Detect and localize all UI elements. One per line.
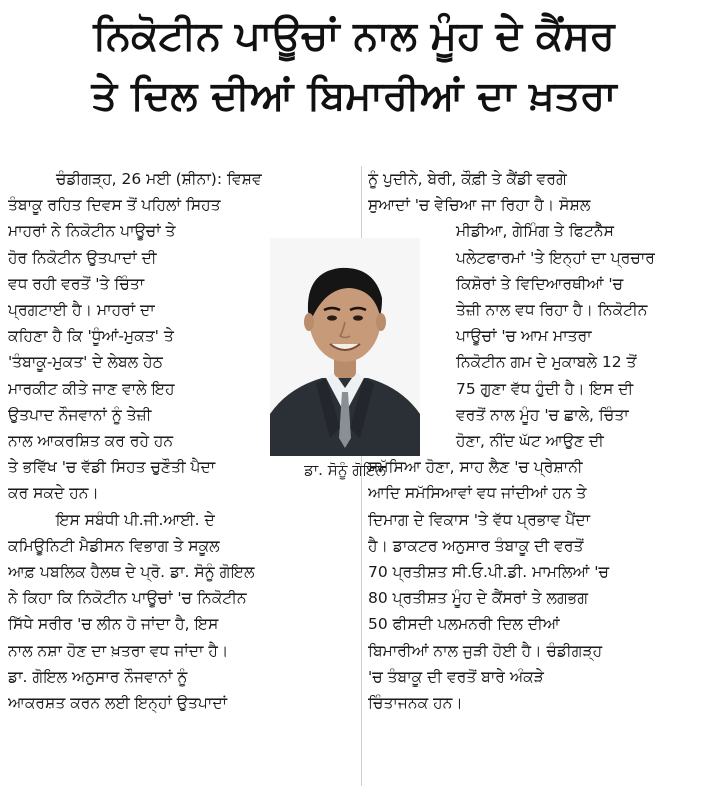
headline-line-2: ਤੇ ਦਿਲ ਦੀਆਂ ਬਿਮਾਰੀਆਂ ਦਾ ਖ਼ਤਰਾ [91, 73, 617, 119]
paragraph-line: ਆਦਿ ਸਮੱਸਿਆਵਾਂ ਵਧ ਜਾਂਦੀਆਂ ਹਨ ਤੇ [368, 484, 587, 503]
paragraph-line: ਪ੍ਰਗਟਾਈ ਹੈ। ਮਾਹਰਾਂ ਦਾ [8, 301, 155, 320]
portrait-photo [270, 238, 420, 456]
headline-line-1: ਨਿਕੋਟੀਨ ਪਾਊਚਾਂ ਨਾਲ ਮੂੰਹ ਦੇ ਕੈਂਸਰ [93, 13, 615, 59]
portrait-figure [270, 238, 420, 479]
headline [0, 6, 708, 126]
paragraph-line: ਚੰਡੀਗੜ੍ਹ, 26 ਮਈ (ਸ਼ੀਨਾ): ਵਿਸ਼ਵ [56, 170, 262, 188]
paragraph-line: ਕਹਿਣਾ ਹੈ ਕਿ 'ਧੂੰਆਂ-ਮੁਕਤ' ਤੇ [8, 327, 174, 346]
paragraph-line: ਇਸ ਸਬੰਧੀ ਪੀ.ਜੀ.ਆਈ. ਦੇ [56, 510, 215, 529]
paragraph-line: ਮੀਡੀਆ, ਗੇਮਿੰਗ ਤੇ ਫਿਟਨੈੱਸ [456, 222, 614, 241]
paragraph-line: ਹੋਣਾ, ਨੀਂਦ ਘੱਟ ਆਉਣ ਦੀ [456, 432, 604, 451]
paragraph-line: ਵਰਤੋਂ ਨਾਲ ਮੂੰਹ 'ਚ ਛਾਲੇ, ਚਿੰਤਾ [456, 405, 629, 424]
paragraph-line: ਆਕਰਸ਼ਤ ਕਰਨ ਲਈ ਇਨ੍ਹਾਂ ਉਤਪਾਦਾਂ [8, 694, 227, 713]
paragraph-line: ਡਾ. ਗੋਇਲ ਅਨੁਸਾਰ ਨੌਜਵਾਨਾਂ ਨੂੰ [8, 667, 188, 686]
photo-caption: ਡਾ. ਸੋਨੂੰ ਗੋਇਲ [304, 461, 386, 479]
paragraph-line: 50 ਫੀਸਦੀ ਪਲਮਨਰੀ ਦਿਲ ਦੀਆਂ [368, 615, 560, 634]
paragraph-line: ਤੇਜ਼ੀ ਨਾਲ ਵਧ ਰਿਹਾ ਹੈ। ਨਿਕੋਟੀਨ [456, 301, 648, 320]
paragraph-line: ਆਫ਼ ਪਬਲਿਕ ਹੈਲਥ ਦੇ ਪ੍ਰੋ. ਡਾ. ਸੋਨੂੰ ਗੋਇਲ [8, 563, 255, 582]
paragraph-line: 75 ਗੁਣਾ ਵੱਧ ਹੁੰਦੀ ਹੈ। ਇਸ ਦੀ [456, 379, 634, 398]
paragraph-line: ਵਧ ਰਹੀ ਵਰਤੋਂ 'ਤੇ ਚਿੰਤਾ [8, 274, 145, 293]
paragraph-line: ਨਾਲ ਨਸ਼ਾ ਹੋਣ ਦਾ ਖ਼ਤਰਾ ਵਧ ਜਾਂਦਾ ਹੈ। [8, 641, 229, 660]
paragraph-line: ਤੇ ਭਵਿੱਖ 'ਚ ਵੱਡੀ ਸਿਹਤ ਚੁਣੌਤੀ ਪੈਦਾ [8, 458, 216, 477]
paragraph-line: ਕਰ ਸਕਦੇ ਹਨ। [8, 484, 99, 503]
paragraph-line: ਪਾਊਚਾਂ 'ਚ ਆਮ ਮਾਤਰਾ [456, 327, 592, 346]
paragraph-line: ਸਿੱਧੇ ਸਰੀਰ 'ਚ ਲੀਨ ਹੋ ਜਾਂਦਾ ਹੈ, ਇਸ [8, 615, 219, 634]
paragraph-line: ਤੰਬਾਕੂ ਰਹਿਤ ਦਿਵਸ ਤੋਂ ਪਹਿਲਾਂ ਸਿਹਤ [8, 196, 221, 215]
paragraph-line: ਬਿਮਾਰੀਆਂ ਨਾਲ ਜੁੜੀ ਹੋਈ ਹੈ। ਚੰਡੀਗੜ੍ਹ [368, 641, 603, 660]
paragraph-line: 'ਤੰਬਾਕੂ-ਮੁਕਤ' ਦੇ ਲੇਬਲ ਹੇਠ [8, 353, 163, 372]
paragraph-line: 70 ਪ੍ਰਤੀਸ਼ਤ ਸੀ.ਓ.ਪੀ.ਡੀ. ਮਾਮਲਿਆਂ 'ਚ [368, 563, 609, 582]
paragraph-line: ਮਾਹਰਾਂ ਨੇ ਨਿਕੋਟੀਨ ਪਾਊਚਾਂ ਤੇ [8, 222, 176, 241]
paragraph-line: ਪਲੇਟਫਾਰਮਾਂ 'ਤੇ ਇਨ੍ਹਾਂ ਦਾ ਪ੍ਰਚਾਰ [456, 248, 655, 267]
paragraph-line: ਮਾਰਕੀਟ ਕੀਤੇ ਜਾਣ ਵਾਲੇ ਇਹ [8, 379, 175, 398]
paragraph-line: ਕਿਸ਼ੋਰਾਂ ਤੇ ਵਿਦਿਆਰਥੀਆਂ 'ਚ [456, 274, 624, 293]
paragraph-line: 'ਚ ਤੰਬਾਕੂ ਦੀ ਵਰਤੋਂ ਬਾਰੇ ਅੰਕੜੇ [368, 667, 544, 686]
page-edge-shadow [618, 775, 708, 793]
paragraph-line: ਹੈ। ਡਾਕਟਰ ਅਨੁਸਾਰ ਤੰਬਾਕੂ ਦੀ ਵਰਤੋਂ [368, 536, 584, 555]
person-photo-icon [270, 238, 420, 456]
paragraph-line: ਚਿੰਤਾਜਨਕ ਹਨ। [368, 694, 463, 713]
paragraph-line: ਹੋਰ ਨਿਕੋਟੀਨ ਉਤਪਾਦਾਂ ਦੀ [8, 248, 157, 267]
paragraph-line: ਨਿਕੋਟੀਨ ਗਮ ਦੇ ਮੁਕਾਬਲੇ 12 ਤੋਂ [456, 353, 637, 372]
paragraph-line: ਕਮਿਊਨਿਟੀ ਮੈਡੀਸਨ ਵਿਭਾਗ ਤੇ ਸਕੂਲ [8, 536, 220, 555]
paragraph-line: ਸੁਆਦਾਂ 'ਚ ਵੇਚਿਆ ਜਾ ਰਿਹਾ ਹੈ। ਸੋਸ਼ਲ [368, 196, 591, 215]
paragraph-line: ਨੂੰ ਪੁਦੀਨੇ, ਬੇਰੀ, ਕੌਫ਼ੀ ਤੇ ਕੈਂਡੀ ਵਰਗੇ [368, 170, 567, 188]
paragraph-line: ਉਤਪਾਦ ਨੌਜਵਾਨਾਂ ਨੂੰ ਤੇਜ਼ੀ [8, 405, 152, 424]
paragraph-line: 80 ਪ੍ਰਤੀਸ਼ਤ ਮੂੰਹ ਦੇ ਕੈਂਸਰਾਂ ਤੇ ਲਗਭਗ [368, 589, 589, 608]
paragraph-line: ਦਿਮਾਗ ਦੇ ਵਿਕਾਸ 'ਤੇ ਵੱਧ ਪ੍ਰਭਾਵ ਪੈਂਦਾ [368, 510, 591, 529]
paragraph-line: ਨੇ ਕਿਹਾ ਕਿ ਨਿਕੋਟੀਨ ਪਾਊਚਾਂ 'ਚ ਨਿਕੋਟੀਨ [8, 589, 247, 608]
paragraph-line: ਸਮੱਸਿਆ ਹੋਣਾ, ਸਾਹ ਲੈਣ 'ਚ ਪ੍ਰੇਸ਼ਾਨੀ [368, 458, 583, 477]
paragraph-line: ਨਾਲ ਆਕਰਸ਼ਿਤ ਕਰ ਰਹੇ ਹਨ [8, 432, 174, 451]
